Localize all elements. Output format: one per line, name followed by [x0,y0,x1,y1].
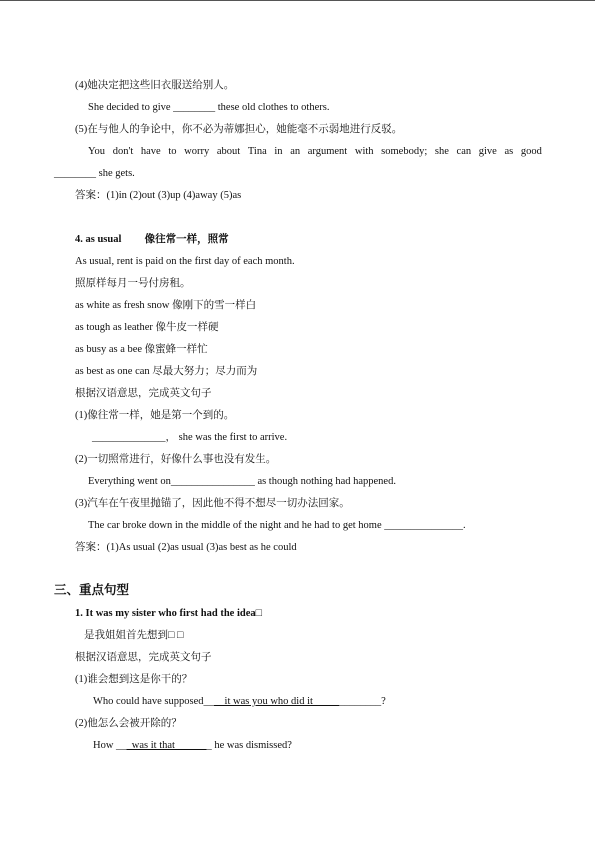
header-rule [0,0,595,1]
justified-word: as [504,146,514,157]
pattern-chinese: 是我姐姐首先想到□ □ [84,630,184,641]
pattern-heading: 1. It was my sister who first had the idea□ [75,608,262,619]
q3-chinese: (3)汽车在午夜里抛锚了，因此他不得不想尽一切办法回家。 [75,498,350,509]
p-q2-answer: _was it that______ [126,740,207,751]
justified-word: with [354,146,374,157]
q3-english: The car broke down in the middle of the night and he had to get home _______________. [88,520,466,531]
justified-word: in [274,146,283,157]
p-q1-prefix: Who could have supposed__ [93,696,215,707]
p-q2-chinese: (2)他怎么会被开除的？ [75,718,182,729]
justified-word: don't [112,146,134,157]
phrase-heading-term: 4. as usual [75,234,122,245]
q1-english: ______________， she was the first to arrive. [92,432,288,443]
phrase-1: as white as fresh snow 像刚下的雪一样白 [75,300,257,311]
q1-chinese: (1)像往常一样，她是第一个到的。 [75,410,235,421]
q2-chinese: (2)一切照常进行，好像什么事也没有发生。 [75,454,277,465]
instruction-1: 根据汉语意思，完成英文句子 [75,388,212,399]
p-q1-english [93,695,386,709]
justified-word: worry [184,146,210,157]
p-q2-suffix: _ he was dismissed? [206,740,292,751]
justified-word: an [290,146,301,157]
p-q1-suffix: ________? [339,696,386,707]
answer-key-1: 答案：(1)in (2)out (3)up (4)away (5)as [75,190,242,201]
phrase-heading [75,233,229,247]
phrase-2: as tough as leather 像牛皮一样硬 [75,322,219,333]
justified-word: somebody; [381,146,428,157]
exercise-5-chinese: (5)在与他人的争论中，你不必为蒂娜担心，她能毫不示弱地进行反驳。 [75,124,403,135]
justified-word: good [520,146,542,157]
phrase-3: as busy as a bee 像蜜蜂一样忙 [75,344,208,355]
justified-word: You [88,146,106,157]
exercise-5-english-line2: ________ she gets. [54,168,135,179]
justified-word: can [456,146,472,157]
phrase-4: as best as one can 尽最大努力；尽力而为 [75,366,258,377]
justified-word: Tina [247,146,267,157]
p-q2-prefix: How __ [93,740,127,751]
p-q1-answer: __it was you who did it_____ [214,696,340,707]
p-q1-chinese: (1)谁会想到这是你干的？ [75,674,193,685]
exercise-5-english-line1 [88,145,542,159]
example-chinese: 照原样每月一号付房租。 [75,278,191,289]
justified-word: argument [307,146,348,157]
p-q2-english [93,739,292,753]
justified-word: she [434,146,449,157]
exercise-4-english: She decided to give ________ these old clothes to others. [88,102,330,113]
exercise-4-chinese: (4)她决定把这些旧衣服送给别人。 [75,80,235,91]
phrase-heading-meaning: 像往常一样，照常 [144,234,229,245]
instruction-2: 根据汉语意思，完成英文句子 [75,652,212,663]
justified-word: about [216,146,241,157]
justified-word: have [140,146,161,157]
example-english: As usual, rent is paid on the first day of each month. [75,256,295,267]
answer-key-2: 答案：(1)As usual (2)as usual (3)as best as he could [75,542,297,553]
justified-word: give [478,146,497,157]
q2-english: Everything went on________________ as though nothing had happened. [88,476,396,487]
section-title: 三、重点句型 [54,582,130,597]
justified-word: to [168,146,177,157]
